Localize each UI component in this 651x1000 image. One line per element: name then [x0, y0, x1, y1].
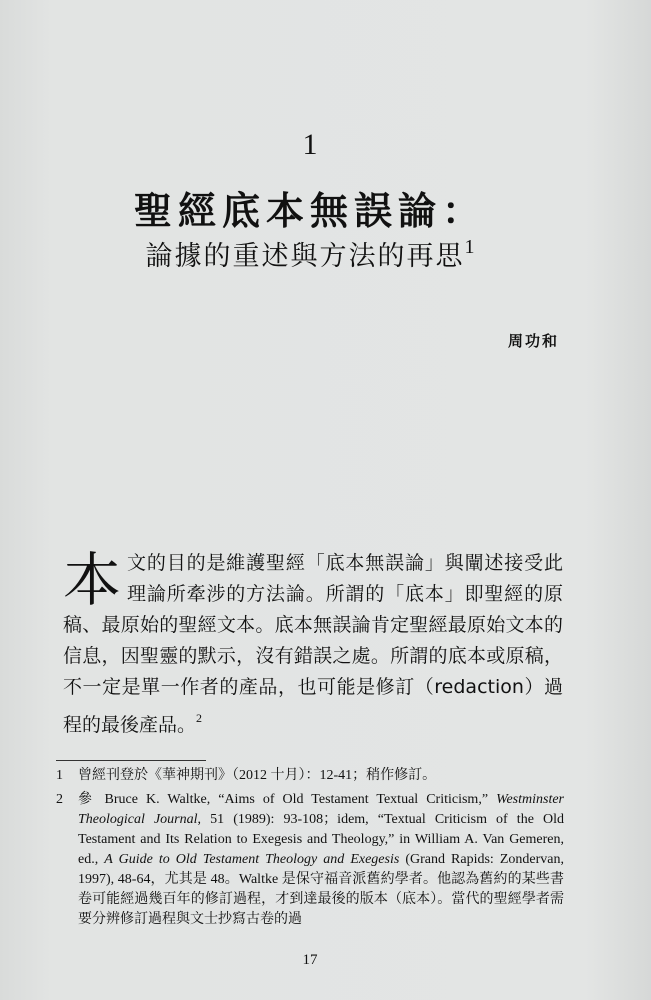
- body-paragraph: [63, 548, 563, 741]
- footnote-2: [56, 790, 564, 930]
- footnote-number: 2: [56, 792, 63, 807]
- footnote-text-part: 參 Bruce K. Waltke, “Aims of Old Testament Textual Criticism,”: [78, 792, 497, 807]
- footnotes: [56, 766, 564, 934]
- footnote-divider: [56, 760, 206, 761]
- footnote-text-part: (Grand Rapids: Zondervan, 1997), 48-64，尤其是 48。Waltke 是保守福音派舊約學者。他認為舊約的某些書卷可能經過幾百年的修訂過程，才到達最後的版本（底本）。當代的聖經學者需要分辨修訂過程與文士抄寫古卷的過: [78, 852, 564, 927]
- footnote-text-part: , 51 (1989): 93-108；idem, “Textual Criticism of the Old Testament and Its Relation to Exegesis and Theology,” in William A. Van Gemeren, ed.,: [78, 812, 564, 867]
- chapter-subtitle: [0, 234, 620, 273]
- chapter-number: 1: [302, 128, 318, 161]
- page-number: 17: [302, 952, 318, 968]
- subtitle-text: 論據的重述與方法的再思: [145, 241, 465, 272]
- footnote-number: 1: [56, 768, 63, 783]
- footnote-text: [78, 790, 564, 930]
- footnote-text: 曾經刊登於《華神期刊》（2012 十月）：12-41；稍作修訂。: [78, 768, 437, 783]
- body-footnote-marker: 2: [196, 711, 203, 725]
- author-name: 周功和: [507, 332, 559, 350]
- drop-cap: 本: [63, 546, 122, 614]
- subtitle-footnote-marker: 1: [464, 236, 475, 258]
- chapter-title: 聖經底本無誤論：: [133, 189, 486, 233]
- book-title: A Guide to Old Testament Theology and Exegesis: [104, 852, 400, 867]
- journal-title: Westminster Theological Journal: [78, 792, 564, 827]
- body-paragraph-text: 文的目的是維護聖經「底本無誤論」與闡述接受此理論所牽涉的方法論。所謂的「底本」即聖經的原稿、最原始的聖經文本。底本無誤論肯定聖經最原始文本的信息，因聖靈的默示，沒有錯誤之處。所謂的底本或原稿，不一定是單一作者的產品，也可能是修訂（redaction）過程的最後產品。: [63, 552, 563, 736]
- footnote-1: [56, 766, 564, 786]
